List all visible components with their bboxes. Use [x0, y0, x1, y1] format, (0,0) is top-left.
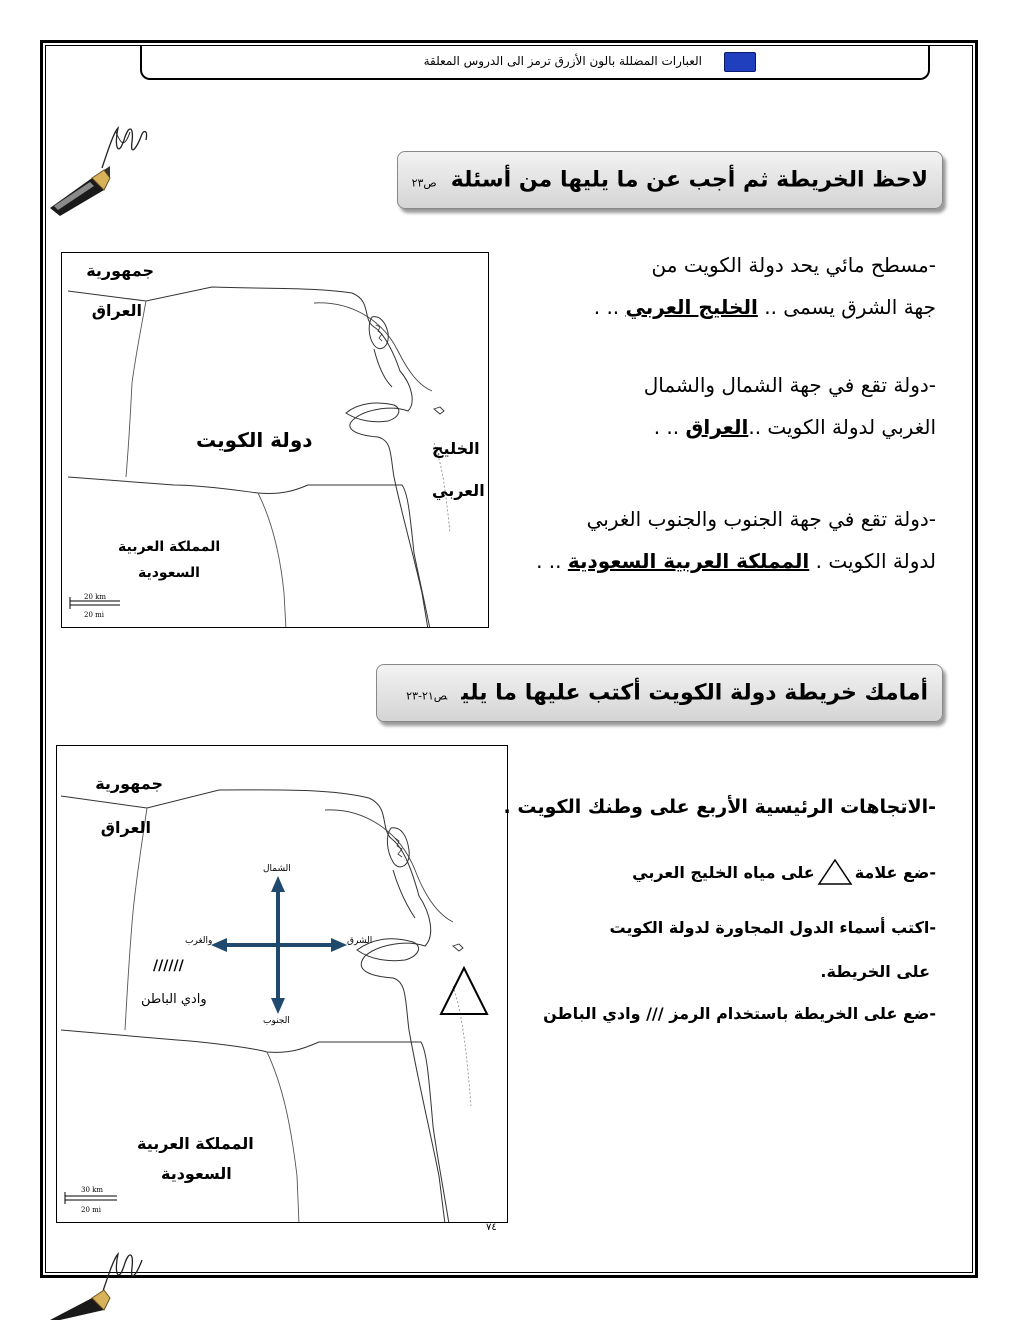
- compass-label-north: الشمال: [263, 864, 291, 874]
- page-number: ٧٤: [486, 1222, 497, 1233]
- compass-label-south: الجنوب: [263, 1016, 290, 1026]
- map2-label-saudi-2: السعودية: [161, 1164, 232, 1183]
- task-3-line2: على الخريطة.: [820, 962, 930, 981]
- section2-title-banner: [376, 664, 943, 722]
- triangle-icon: [817, 858, 853, 886]
- gulf-triangle-mark: [441, 968, 487, 1014]
- q1-line1: -مسطح مائي يحد دولة الكويت من: [651, 253, 936, 277]
- map2-label-wadi: وادي الباطن: [141, 992, 207, 1007]
- section2-title: أمامك خريطة دولة الكويت أكتب عليها ما يليص٢١-٢٣: [406, 680, 928, 706]
- compass-label-west: والغرب: [185, 936, 213, 946]
- q3-answer: المملكة العربية السعودية: [567, 549, 810, 573]
- wadi-hatch-symbol: //////: [153, 958, 184, 974]
- task-2: -ضع علامة على مياه الخليج العربي: [632, 858, 936, 886]
- kuwait-map-1: [61, 252, 489, 628]
- map1-label-gulf-2: العربي: [432, 481, 485, 500]
- section2-page-ref: ص٢١-٢٣: [406, 689, 448, 703]
- q2-line2: الغربي لدولة الكويت ..العراق .. .: [653, 415, 936, 439]
- pen-icon-bottom: [44, 1250, 154, 1320]
- west-arrow: [211, 938, 227, 952]
- map1-label-gulf-1: الخليج: [432, 439, 480, 458]
- compass-label-east: الشرق: [347, 936, 373, 946]
- task-3-line1: -اكتب أسماء الدول المجاورة لدولة الكويت: [609, 918, 936, 937]
- section1-title-banner: [397, 151, 943, 209]
- q1-answer: الخليج العربي: [625, 295, 758, 319]
- q1-line2: جهة الشرق يسمى .. الخليج العربي .. .: [593, 295, 936, 319]
- map2-label-iraq-1: جمهورية: [95, 774, 163, 793]
- q3-line1: -دولة تقع في جهة الجنوب والجنوب الغربي: [586, 507, 936, 531]
- map2-label-saudi-1: المملكة العربية: [137, 1134, 254, 1153]
- legend-color-swatch: [724, 52, 756, 72]
- map2-scale-km: 30 km: [81, 1186, 104, 1194]
- map1-scale-km: 20 km: [84, 593, 107, 601]
- q3-line2: لدولة الكويت . المملكة العربية السعودية .. .: [536, 549, 936, 573]
- north-arrow: [271, 876, 285, 892]
- task-4: -ضع على الخريطة باستخدام الرمز /// وادي الباطن: [543, 1004, 936, 1023]
- map1-label-kuwait: دولة الكويت: [196, 428, 313, 452]
- map1-label-saudi-2: السعودية: [138, 565, 200, 581]
- legend-text: العبارات المضللة بالون الأزرق ترمز الى الدروس المعلقة: [423, 54, 702, 68]
- legend-bar: [140, 46, 930, 80]
- compass-cross: [211, 876, 347, 1014]
- map2-scale-mi: 20 mi: [81, 1206, 102, 1214]
- q2-line1: -دولة تقع في جهة الشمال والشمال: [643, 373, 936, 397]
- map1-label-iraq-1: جمهورية: [86, 261, 154, 280]
- east-arrow: [331, 938, 347, 952]
- map1-label-iraq-2: العراق: [91, 301, 142, 320]
- map1-label-saudi-1: المملكة العربية: [118, 539, 221, 555]
- map2-label-iraq-2: العراق: [100, 818, 151, 837]
- south-arrow: [271, 998, 285, 1014]
- map1-scale-mi: 20 mi: [84, 611, 105, 619]
- section1-page-ref: ص٢٣: [411, 176, 437, 190]
- task-1: -الاتجاهات الرئيسية الأربع على وطنك الكويت .: [503, 796, 936, 818]
- q2-answer: العراق: [685, 415, 749, 439]
- pen-icon: [44, 120, 154, 220]
- kuwait-map-2: [56, 745, 508, 1223]
- section1-title: لاحظ الخريطة ثم أجب عن ما يليها من أسئلةص٢٣: [411, 167, 928, 193]
